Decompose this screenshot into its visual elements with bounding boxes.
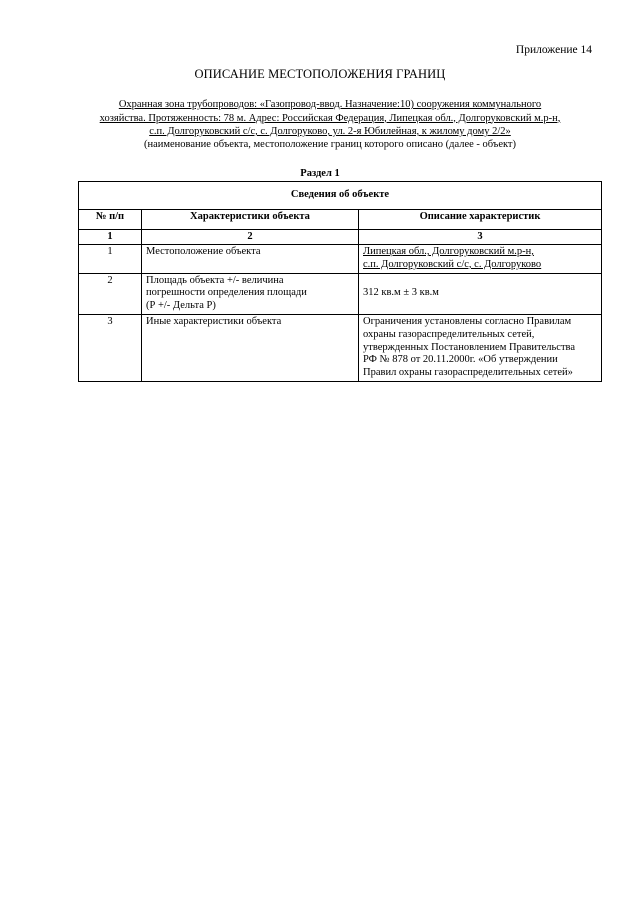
characteristic-line: погрешности определения площади bbox=[146, 287, 307, 299]
table-row bbox=[79, 273, 602, 314]
object-name-line: с.п. Долгоруковский с/с, с. Долгоруково, ул. 2-я Юбилейная, к жилому дому 2/2» bbox=[149, 126, 511, 137]
table-row bbox=[79, 314, 602, 381]
appendix-label: Приложение 14 bbox=[515, 44, 592, 56]
characteristic-line: Площадь объекта +/- величина bbox=[146, 274, 284, 286]
row-characteristic: Иные характеристики объекта bbox=[142, 314, 359, 381]
row-characteristic bbox=[142, 273, 359, 314]
characteristic-line: (Р +/- Дельта Р) bbox=[146, 300, 216, 312]
row-number: 3 bbox=[79, 314, 142, 381]
column-number: 1 bbox=[79, 230, 142, 245]
column-number-row bbox=[79, 230, 602, 245]
object-name-line: Охранная зона трубопроводов: «Газопровод-ввод. Назначение:10) сооружения коммунального bbox=[118, 99, 542, 110]
document-title: ОПИСАНИЕ МЕСТОПОЛОЖЕНИЯ ГРАНИЦ bbox=[194, 67, 446, 81]
description-line: охраны газораспределительных сетей, bbox=[363, 328, 535, 340]
row-description: 312 кв.м ± 3 кв.м bbox=[359, 273, 602, 314]
column-number: 2 bbox=[142, 230, 359, 245]
table-title: Сведения об объекте bbox=[79, 182, 602, 210]
description-line: утвержденных Постановлением Правительства bbox=[363, 341, 576, 353]
object-caption: (наименование объекта, местоположение границ которого описано (далее - объект) bbox=[143, 139, 517, 150]
table-header-row bbox=[79, 210, 602, 230]
object-name-line: хозяйства. Протяженность: 78 м. Адрес: Российская Федерация, Липецкая обл., Долгоруковский м.р-н, bbox=[99, 112, 561, 124]
header-characteristics: Характеристики объекта bbox=[142, 210, 359, 230]
row-description bbox=[359, 314, 602, 381]
column-number: 3 bbox=[359, 230, 602, 245]
header-description: Описание характеристик bbox=[359, 210, 602, 230]
object-info-table bbox=[78, 181, 602, 382]
description-line: Ограничения установлены согласно Правилам bbox=[363, 315, 572, 327]
row-number: 2 bbox=[79, 273, 142, 314]
object-name bbox=[60, 98, 600, 139]
row-number: 1 bbox=[79, 245, 142, 274]
row-characteristic: Местоположение объекта bbox=[142, 245, 359, 274]
description-line: РФ № 878 от 20.11.2000г. «Об утверждении bbox=[363, 354, 558, 366]
row-description bbox=[359, 245, 602, 274]
section-label: Раздел 1 bbox=[300, 168, 340, 179]
description-line: Липецкая обл., Долгоруковский м.р-н, bbox=[363, 246, 534, 257]
header-number: № п/п bbox=[79, 210, 142, 230]
description-line: с.п. Долгоруковский с/с, с. Долгоруково bbox=[363, 258, 542, 270]
description-line: Правил охраны газораспределительных сетей» bbox=[363, 367, 573, 379]
table-row bbox=[79, 245, 602, 274]
